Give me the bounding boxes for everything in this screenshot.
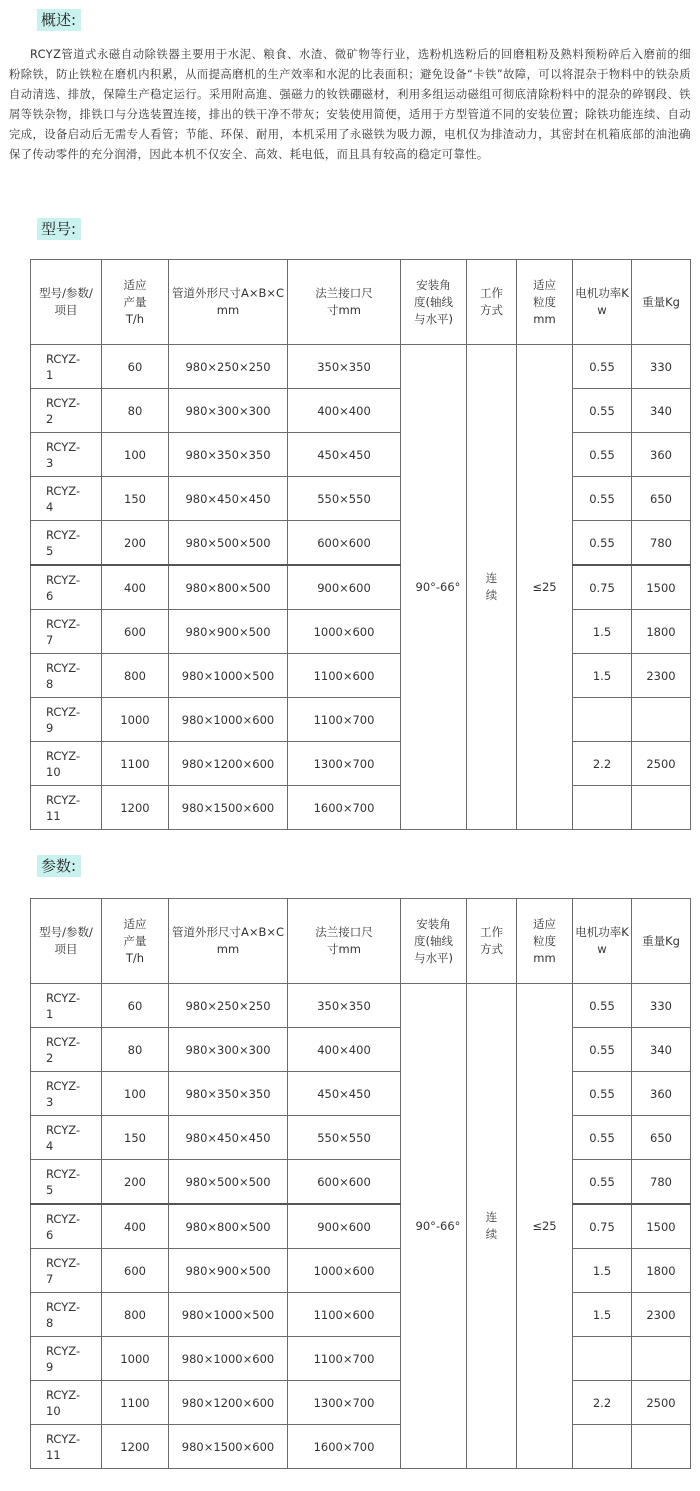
header-cell: 适应粒度mm	[517, 260, 573, 345]
power-cell: 1.5	[573, 1293, 632, 1337]
flange-cell: 600×600	[288, 1160, 401, 1205]
power-cell	[573, 786, 632, 830]
model-cell: RCYZ-10	[31, 1381, 102, 1425]
header-cell: 安装角度(轴线与水平)	[401, 260, 467, 345]
model-cell: RCYZ-11	[31, 1425, 102, 1469]
capacity-cell: 1200	[102, 1425, 169, 1469]
weight-cell: 1800	[632, 610, 691, 654]
power-cell: 0.75	[573, 565, 632, 610]
dims-cell: 980×1000×600	[169, 1337, 288, 1381]
section-heading-model: 型号:	[37, 218, 81, 240]
table-row	[31, 1381, 691, 1425]
dims-cell: 980×800×500	[169, 1204, 288, 1249]
capacity-cell: 200	[102, 521, 169, 566]
capacity-cell: 200	[102, 1160, 169, 1205]
capacity-cell: 800	[102, 654, 169, 698]
flange-cell: 450×450	[288, 1072, 401, 1116]
dims-cell: 980×300×300	[169, 1028, 288, 1072]
capacity-cell: 600	[102, 610, 169, 654]
model-cell: RCYZ-2	[31, 389, 102, 433]
model-cell: RCYZ-9	[31, 1337, 102, 1381]
header-cell: 电机功率Kw	[573, 260, 632, 345]
weight-cell: 330	[632, 345, 691, 389]
header-cell: 安装角度(轴线与水平)	[401, 899, 467, 984]
weight-cell: 340	[632, 1028, 691, 1072]
dims-cell: 980×1000×500	[169, 654, 288, 698]
weight-cell: 2300	[632, 654, 691, 698]
header-cell: 适应粒度mm	[517, 899, 573, 984]
dims-cell: 980×1000×500	[169, 1293, 288, 1337]
capacity-cell: 80	[102, 389, 169, 433]
model-cell: RCYZ-1	[31, 984, 102, 1028]
table-row	[31, 654, 691, 698]
flange-cell: 350×350	[288, 984, 401, 1028]
model-cell: RCYZ-6	[31, 1204, 102, 1249]
table-row	[31, 1160, 691, 1205]
power-cell: 0.55	[573, 1160, 632, 1205]
section-heading-params: 参数:	[37, 855, 81, 877]
dims-cell: 980×900×500	[169, 1249, 288, 1293]
flange-cell: 350×350	[288, 345, 401, 389]
capacity-cell: 1100	[102, 1381, 169, 1425]
table-row	[31, 433, 691, 477]
model-cell: RCYZ-1	[31, 345, 102, 389]
dims-cell: 980×250×250	[169, 984, 288, 1028]
flange-cell: 1600×700	[288, 1425, 401, 1469]
header-cell: 管道外形尺寸A×B×Cmm	[169, 260, 288, 345]
flange-cell: 400×400	[288, 1028, 401, 1072]
flange-cell: 1100×600	[288, 654, 401, 698]
dims-cell: 980×900×500	[169, 610, 288, 654]
model-cell: RCYZ-3	[31, 1072, 102, 1116]
table-row	[31, 698, 691, 742]
dims-cell: 980×500×500	[169, 1160, 288, 1205]
header-row	[31, 899, 691, 984]
flange-cell: 900×600	[288, 565, 401, 610]
dims-cell: 980×300×300	[169, 389, 288, 433]
power-cell	[573, 1337, 632, 1381]
model-cell: RCYZ-9	[31, 698, 102, 742]
weight-cell: 340	[632, 389, 691, 433]
power-cell: 1.5	[573, 654, 632, 698]
flange-cell: 1600×700	[288, 786, 401, 830]
table-row	[31, 1072, 691, 1116]
power-cell	[573, 698, 632, 742]
power-cell: 0.55	[573, 433, 632, 477]
header-cell: 法兰接口尺寸mm	[288, 260, 401, 345]
power-cell: 0.55	[573, 984, 632, 1028]
dims-cell: 980×1500×600	[169, 786, 288, 830]
weight-cell: 360	[632, 1072, 691, 1116]
model-cell: RCYZ-10	[31, 742, 102, 786]
table-row	[31, 1337, 691, 1381]
power-cell: 0.55	[573, 1116, 632, 1160]
header-cell: 适应产量T/h	[102, 899, 169, 984]
capacity-cell: 100	[102, 433, 169, 477]
capacity-cell: 1100	[102, 742, 169, 786]
table-row	[31, 1204, 691, 1249]
power-cell: 1.5	[573, 1249, 632, 1293]
model-cell: RCYZ-7	[31, 1249, 102, 1293]
mode-cell: 连续	[467, 984, 517, 1469]
model-cell: RCYZ-11	[31, 786, 102, 830]
flange-cell: 900×600	[288, 1204, 401, 1249]
table-row	[31, 984, 691, 1028]
capacity-cell: 150	[102, 477, 169, 521]
header-cell: 重量Kg	[632, 899, 691, 984]
header-cell: 电机功率Kw	[573, 899, 632, 984]
model-cell: RCYZ-4	[31, 477, 102, 521]
power-cell: 0.55	[573, 1028, 632, 1072]
dims-cell: 980×350×350	[169, 1072, 288, 1116]
capacity-cell: 100	[102, 1072, 169, 1116]
power-cell: 0.55	[573, 389, 632, 433]
capacity-cell: 800	[102, 1293, 169, 1337]
overview-paragraph: RCYZ管道式永磁自动除铁器主要用于水泥、粮食、水渣、微矿物等行业，选粉机选粉后的回磨粗粉及熟料预粉碎后入磨前的细粉除铁，防止铁粒在磨机内积累，从而提高磨机的生产效率和水泥的比表面积；避免设备“卡铁”故障，可以将混杂于物料中的铁杂质自动清选、排放，保障生产稳定运行。采用附高進、强磁力的钕铁硼磁材，利用多组运动磁组可彻底清除粉料中的混杂的碎钢段、铁屑等铁杂物，排铁口与分选装置连接，排出的铁干净不带灰；安装使用简便，适用于方型管道不同的安装位置；除铁功能连续、自动完成，设备启动后无需专人看管；节能、环保、耐用，本机采用了永磁铁为吸力源，电机仅为排渣动力，其密封在机箱底部的油池确保了传动零件的充分润滑，因此本机不仅安全、高效、耗电低，而且具有较高的稳定可靠性。	[9, 48, 691, 161]
power-cell: 0.55	[573, 1072, 632, 1116]
power-cell: 1.5	[573, 610, 632, 654]
table-row	[31, 1116, 691, 1160]
table-row	[31, 345, 691, 389]
power-cell: 0.55	[573, 477, 632, 521]
model-cell: RCYZ-6	[31, 565, 102, 610]
table-row	[31, 1425, 691, 1469]
power-cell: 0.55	[573, 521, 632, 566]
capacity-cell: 1200	[102, 786, 169, 830]
flange-cell: 1100×700	[288, 698, 401, 742]
model-table	[30, 259, 691, 830]
dims-cell: 980×250×250	[169, 345, 288, 389]
dims-cell: 980×800×500	[169, 565, 288, 610]
header-cell: 管道外形尺寸A×B×Cmm	[169, 899, 288, 984]
flange-cell: 1000×600	[288, 610, 401, 654]
weight-cell: 780	[632, 1160, 691, 1205]
model-cell: RCYZ-5	[31, 1160, 102, 1205]
header-cell: 工作方式	[467, 899, 517, 984]
dims-cell: 980×1200×600	[169, 1381, 288, 1425]
dims-cell: 980×350×350	[169, 433, 288, 477]
weight-cell	[632, 786, 691, 830]
header-cell: 工作方式	[467, 260, 517, 345]
weight-cell: 360	[632, 433, 691, 477]
weight-cell: 1800	[632, 1249, 691, 1293]
table-row	[31, 610, 691, 654]
capacity-cell: 150	[102, 1116, 169, 1160]
model-cell: RCYZ-4	[31, 1116, 102, 1160]
table-row	[31, 1249, 691, 1293]
dims-cell: 980×450×450	[169, 477, 288, 521]
power-cell: 2.2	[573, 1381, 632, 1425]
capacity-cell: 400	[102, 565, 169, 610]
weight-cell: 780	[632, 521, 691, 566]
dims-cell: 980×1500×600	[169, 1425, 288, 1469]
dims-cell: 980×1000×600	[169, 698, 288, 742]
power-cell	[573, 1425, 632, 1469]
flange-cell: 1100×700	[288, 1337, 401, 1381]
mode-cell: 连续	[467, 345, 517, 830]
dims-cell: 980×500×500	[169, 521, 288, 566]
weight-cell: 1500	[632, 1204, 691, 1249]
weight-cell: 650	[632, 1116, 691, 1160]
header-cell: 法兰接口尺寸mm	[288, 899, 401, 984]
section-heading-overview: 概述:	[37, 9, 81, 31]
table-row	[31, 521, 691, 566]
model-cell: RCYZ-8	[31, 1293, 102, 1337]
table-row	[31, 1293, 691, 1337]
flange-cell: 1300×700	[288, 742, 401, 786]
model-cell: RCYZ-8	[31, 654, 102, 698]
table-row	[31, 786, 691, 830]
table-row	[31, 389, 691, 433]
model-cell: RCYZ-3	[31, 433, 102, 477]
table-row	[31, 565, 691, 610]
power-cell: 0.55	[573, 345, 632, 389]
model-cell: RCYZ-7	[31, 610, 102, 654]
flange-cell: 1000×600	[288, 1249, 401, 1293]
flange-cell: 400×400	[288, 389, 401, 433]
flange-cell: 550×550	[288, 477, 401, 521]
size-cell: ≤25	[517, 984, 573, 1469]
weight-cell: 2500	[632, 1381, 691, 1425]
weight-cell: 330	[632, 984, 691, 1028]
weight-cell: 2300	[632, 1293, 691, 1337]
capacity-cell: 1000	[102, 1337, 169, 1381]
flange-cell: 1100×600	[288, 1293, 401, 1337]
angle-cell: 90°-66°	[401, 345, 467, 830]
flange-cell: 450×450	[288, 433, 401, 477]
capacity-cell: 60	[102, 984, 169, 1028]
header-cell: 适应产量T/h	[102, 260, 169, 345]
capacity-cell: 400	[102, 1204, 169, 1249]
table-row	[31, 477, 691, 521]
dims-cell: 980×450×450	[169, 1116, 288, 1160]
weight-cell: 2500	[632, 742, 691, 786]
weight-cell	[632, 698, 691, 742]
header-row	[31, 260, 691, 345]
model-cell: RCYZ-5	[31, 521, 102, 566]
power-cell: 0.75	[573, 1204, 632, 1249]
weight-cell: 1500	[632, 565, 691, 610]
capacity-cell: 60	[102, 345, 169, 389]
table-row	[31, 742, 691, 786]
header-cell: 型号/参数/项目	[31, 260, 102, 345]
header-cell: 重量Kg	[632, 260, 691, 345]
flange-cell: 1300×700	[288, 1381, 401, 1425]
weight-cell	[632, 1337, 691, 1381]
header-cell: 型号/参数/项目	[31, 899, 102, 984]
params-table	[30, 898, 691, 1469]
capacity-cell: 80	[102, 1028, 169, 1072]
flange-cell: 550×550	[288, 1116, 401, 1160]
weight-cell: 650	[632, 477, 691, 521]
capacity-cell: 1000	[102, 698, 169, 742]
size-cell: ≤25	[517, 345, 573, 830]
power-cell: 2.2	[573, 742, 632, 786]
flange-cell: 600×600	[288, 521, 401, 566]
dims-cell: 980×1200×600	[169, 742, 288, 786]
model-cell: RCYZ-2	[31, 1028, 102, 1072]
table-row	[31, 1028, 691, 1072]
angle-cell: 90°-66°	[401, 984, 467, 1469]
weight-cell	[632, 1425, 691, 1469]
capacity-cell: 600	[102, 1249, 169, 1293]
